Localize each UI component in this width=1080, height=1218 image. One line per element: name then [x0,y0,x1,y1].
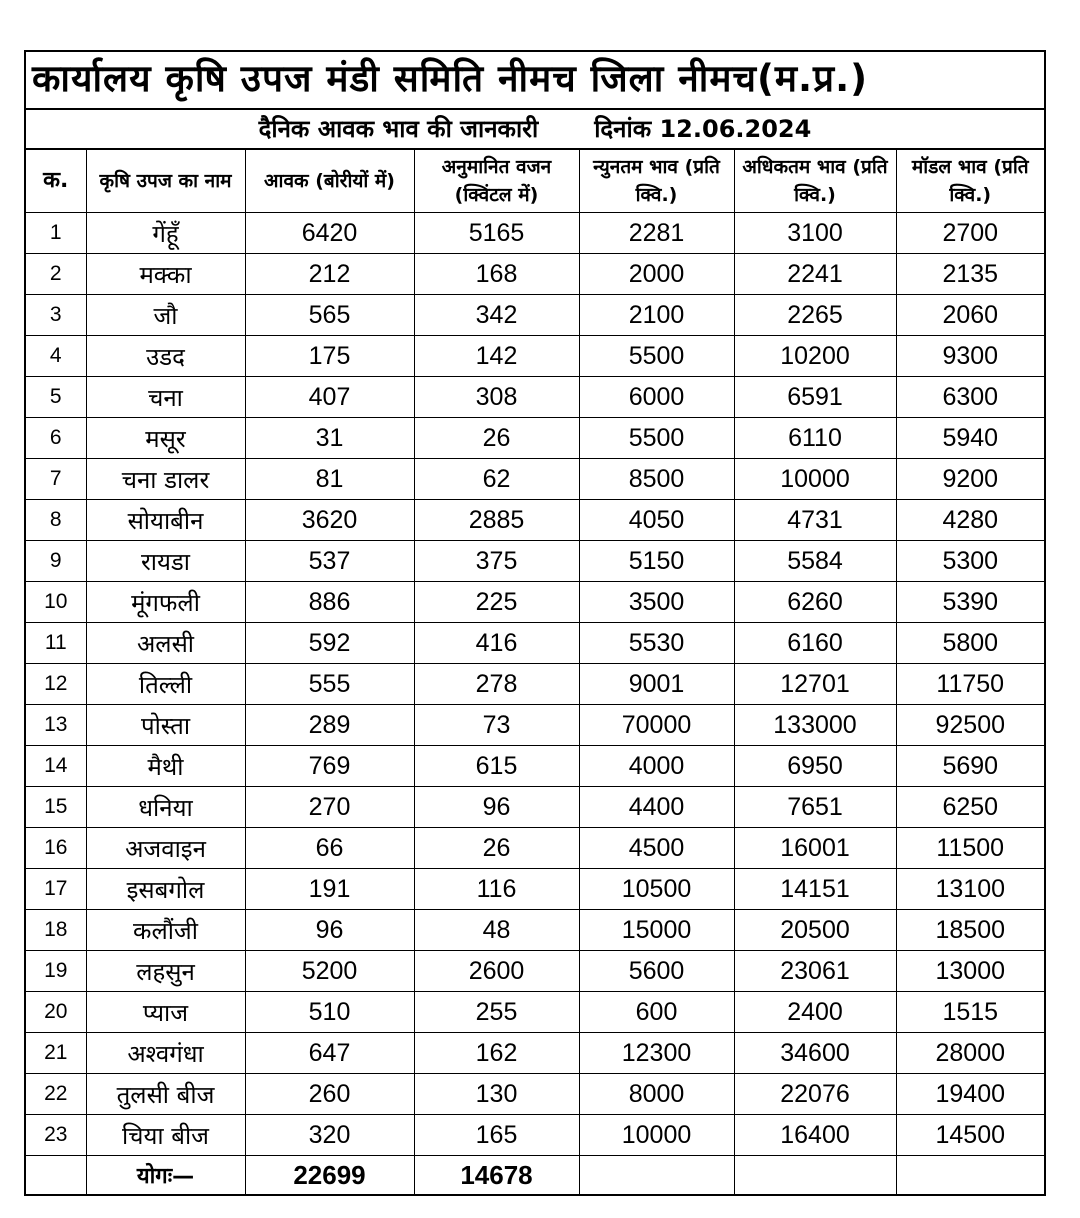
total-label: योगः— [86,1156,245,1195]
min-price-cell: 8000 [579,1074,734,1115]
col-header-serial: क. [26,150,86,213]
total-row [26,1156,1044,1195]
arrivals-cell: 175 [245,336,414,377]
weight-cell: 278 [414,664,579,705]
modal-price-cell: 2060 [896,295,1044,336]
table-row [26,664,1044,705]
min-price-cell: 10000 [579,1115,734,1156]
modal-price-cell: 6250 [896,787,1044,828]
max-price-cell: 16400 [734,1115,896,1156]
max-price-cell: 3100 [734,213,896,254]
modal-price-cell: 13100 [896,869,1044,910]
weight-cell: 225 [414,582,579,623]
max-price-cell: 2265 [734,295,896,336]
min-price-cell: 4050 [579,500,734,541]
report-date: दिनांक 12.06.2024 [594,115,812,143]
total-weight: 14678 [414,1156,579,1195]
modal-price-cell: 2700 [896,213,1044,254]
table-row [26,1033,1044,1074]
max-price-cell: 10200 [734,336,896,377]
min-price-cell: 5150 [579,541,734,582]
weight-cell: 5165 [414,213,579,254]
table-row [26,254,1044,295]
table-row [26,295,1044,336]
max-price-cell: 2400 [734,992,896,1033]
max-price-cell: 34600 [734,1033,896,1074]
serial-cell: 3 [26,295,86,336]
table-row [26,500,1044,541]
min-price-cell: 6000 [579,377,734,418]
min-price-cell: 10500 [579,869,734,910]
table-row [26,541,1044,582]
serial-cell: 8 [26,500,86,541]
weight-cell: 615 [414,746,579,787]
commodity-cell: लहसुन [86,951,245,992]
modal-price-cell: 5940 [896,418,1044,459]
report-title: दैनिक आवक भाव की जानकारी [258,115,539,143]
table-row [26,1115,1044,1156]
arrivals-cell: 537 [245,541,414,582]
modal-price-cell: 14500 [896,1115,1044,1156]
modal-price-cell: 11750 [896,664,1044,705]
arrivals-cell: 191 [245,869,414,910]
min-price-cell: 12300 [579,1033,734,1074]
col-header-min-price: न्युनतम भाव (प्रति क्वि.) [579,150,734,213]
commodity-cell: तुलसी बीज [86,1074,245,1115]
serial-cell: 11 [26,623,86,664]
col-header-modal-price: मॉडल भाव (प्रति क्वि.) [896,150,1044,213]
serial-cell: 7 [26,459,86,500]
max-price-cell: 6160 [734,623,896,664]
max-price-cell: 10000 [734,459,896,500]
commodity-cell: धनिया [86,787,245,828]
table-row [26,459,1044,500]
max-price-cell: 20500 [734,910,896,951]
modal-price-cell: 5800 [896,623,1044,664]
arrivals-cell: 565 [245,295,414,336]
serial-cell: 19 [26,951,86,992]
weight-cell: 375 [414,541,579,582]
serial-cell: 17 [26,869,86,910]
serial-cell: 13 [26,705,86,746]
table-row [26,787,1044,828]
commodity-cell: मूंगफली [86,582,245,623]
min-price-cell: 4500 [579,828,734,869]
modal-price-cell: 5390 [896,582,1044,623]
modal-price-cell: 11500 [896,828,1044,869]
arrivals-cell: 31 [245,418,414,459]
max-price-cell: 14151 [734,869,896,910]
table-row [26,377,1044,418]
modal-price-cell: 5300 [896,541,1044,582]
commodity-cell: सोयाबीन [86,500,245,541]
min-price-cell: 5600 [579,951,734,992]
table-row [26,1074,1044,1115]
arrivals-cell: 66 [245,828,414,869]
table-row [26,828,1044,869]
arrivals-cell: 407 [245,377,414,418]
min-price-cell: 15000 [579,910,734,951]
commodity-cell: पोस्ता [86,705,245,746]
total-empty-cell [734,1156,896,1195]
modal-price-cell: 4280 [896,500,1044,541]
max-price-cell: 2241 [734,254,896,295]
arrivals-cell: 270 [245,787,414,828]
max-price-cell: 6260 [734,582,896,623]
report-subtitle [26,110,1044,150]
max-price-cell: 6591 [734,377,896,418]
serial-cell: 18 [26,910,86,951]
table-row [26,869,1044,910]
arrivals-cell: 769 [245,746,414,787]
table-row [26,951,1044,992]
weight-cell: 165 [414,1115,579,1156]
modal-price-cell: 1515 [896,992,1044,1033]
arrivals-cell: 510 [245,992,414,1033]
max-price-cell: 7651 [734,787,896,828]
serial-cell: 22 [26,1074,86,1115]
min-price-cell: 600 [579,992,734,1033]
table-row [26,746,1044,787]
max-price-cell: 22076 [734,1074,896,1115]
table-row [26,582,1044,623]
commodity-cell: अजवाइन [86,828,245,869]
serial-cell: 10 [26,582,86,623]
serial-cell: 4 [26,336,86,377]
arrivals-cell: 320 [245,1115,414,1156]
max-price-cell: 23061 [734,951,896,992]
arrivals-cell: 212 [245,254,414,295]
arrivals-cell: 6420 [245,213,414,254]
commodity-cell: मैथी [86,746,245,787]
commodity-cell: मक्का [86,254,245,295]
arrivals-cell: 3620 [245,500,414,541]
weight-cell: 73 [414,705,579,746]
min-price-cell: 2100 [579,295,734,336]
commodity-cell: चिया बीज [86,1115,245,1156]
total-empty-cell [896,1156,1044,1195]
weight-cell: 26 [414,828,579,869]
weight-cell: 48 [414,910,579,951]
max-price-cell: 5584 [734,541,896,582]
max-price-cell: 133000 [734,705,896,746]
arrivals-cell: 96 [245,910,414,951]
total-blank-cell [26,1156,86,1195]
total-arrivals: 22699 [245,1156,414,1195]
min-price-cell: 70000 [579,705,734,746]
serial-cell: 5 [26,377,86,418]
serial-cell: 20 [26,992,86,1033]
serial-cell: 23 [26,1115,86,1156]
serial-cell: 14 [26,746,86,787]
col-header-max-price: अधिकतम भाव (प्रति क्वि.) [734,150,896,213]
modal-price-cell: 9300 [896,336,1044,377]
weight-cell: 255 [414,992,579,1033]
min-price-cell: 3500 [579,582,734,623]
arrivals-cell: 260 [245,1074,414,1115]
table-row [26,705,1044,746]
table-row [26,336,1044,377]
table-body [26,213,1044,1156]
modal-price-cell: 19400 [896,1074,1044,1115]
min-price-cell: 9001 [579,664,734,705]
weight-cell: 96 [414,787,579,828]
modal-price-cell: 2135 [896,254,1044,295]
weight-cell: 168 [414,254,579,295]
commodity-cell: कलौंजी [86,910,245,951]
table-row [26,910,1044,951]
weight-cell: 2600 [414,951,579,992]
arrivals-cell: 555 [245,664,414,705]
col-header-weight: अनुमानित वजन (क्विंटल में) [414,150,579,213]
modal-price-cell: 28000 [896,1033,1044,1074]
commodity-cell: गेंहूँ [86,213,245,254]
serial-cell: 9 [26,541,86,582]
commodity-cell: जौ [86,295,245,336]
serial-cell: 15 [26,787,86,828]
commodity-cell: प्याज [86,992,245,1033]
weight-cell: 416 [414,623,579,664]
min-price-cell: 5530 [579,623,734,664]
arrivals-cell: 5200 [245,951,414,992]
modal-price-cell: 9200 [896,459,1044,500]
arrivals-cell: 592 [245,623,414,664]
min-price-cell: 4000 [579,746,734,787]
serial-cell: 16 [26,828,86,869]
weight-cell: 130 [414,1074,579,1115]
modal-price-cell: 6300 [896,377,1044,418]
commodity-cell: चना [86,377,245,418]
min-price-cell: 5500 [579,336,734,377]
commodity-cell: इसबगोल [86,869,245,910]
table-row [26,213,1044,254]
serial-cell: 12 [26,664,86,705]
arrivals-cell: 647 [245,1033,414,1074]
modal-price-cell: 5690 [896,746,1044,787]
min-price-cell: 2000 [579,254,734,295]
commodity-cell: अश्वगंधा [86,1033,245,1074]
mandi-rate-sheet [24,50,1046,1196]
office-title: कार्यालय कृषि उपज मंडी समिति नीमच जिला नीमच(म.प्र.) [26,52,1044,110]
table-row [26,992,1044,1033]
min-price-cell: 5500 [579,418,734,459]
table-header-row [26,150,1044,213]
max-price-cell: 4731 [734,500,896,541]
arrivals-cell: 886 [245,582,414,623]
arrivals-cell: 289 [245,705,414,746]
commodity-cell: मसूर [86,418,245,459]
arrivals-cell: 81 [245,459,414,500]
col-header-commodity: कृषि उपज का नाम [86,150,245,213]
weight-cell: 308 [414,377,579,418]
commodity-cell: अलसी [86,623,245,664]
serial-cell: 2 [26,254,86,295]
weight-cell: 116 [414,869,579,910]
commodity-cell: रायडा [86,541,245,582]
col-header-arrivals: आवक (बोरीयों में) [245,150,414,213]
commodity-cell: तिल्ली [86,664,245,705]
table-row [26,623,1044,664]
commodity-cell: उडद [86,336,245,377]
serial-cell: 1 [26,213,86,254]
commodity-cell: चना डालर [86,459,245,500]
serial-cell: 21 [26,1033,86,1074]
table-row [26,418,1044,459]
weight-cell: 26 [414,418,579,459]
total-empty-cell [579,1156,734,1195]
min-price-cell: 4400 [579,787,734,828]
min-price-cell: 8500 [579,459,734,500]
weight-cell: 62 [414,459,579,500]
weight-cell: 142 [414,336,579,377]
min-price-cell: 2281 [579,213,734,254]
rates-table [26,150,1044,1194]
max-price-cell: 6110 [734,418,896,459]
weight-cell: 162 [414,1033,579,1074]
weight-cell: 2885 [414,500,579,541]
modal-price-cell: 13000 [896,951,1044,992]
max-price-cell: 12701 [734,664,896,705]
serial-cell: 6 [26,418,86,459]
max-price-cell: 16001 [734,828,896,869]
modal-price-cell: 92500 [896,705,1044,746]
weight-cell: 342 [414,295,579,336]
modal-price-cell: 18500 [896,910,1044,951]
max-price-cell: 6950 [734,746,896,787]
